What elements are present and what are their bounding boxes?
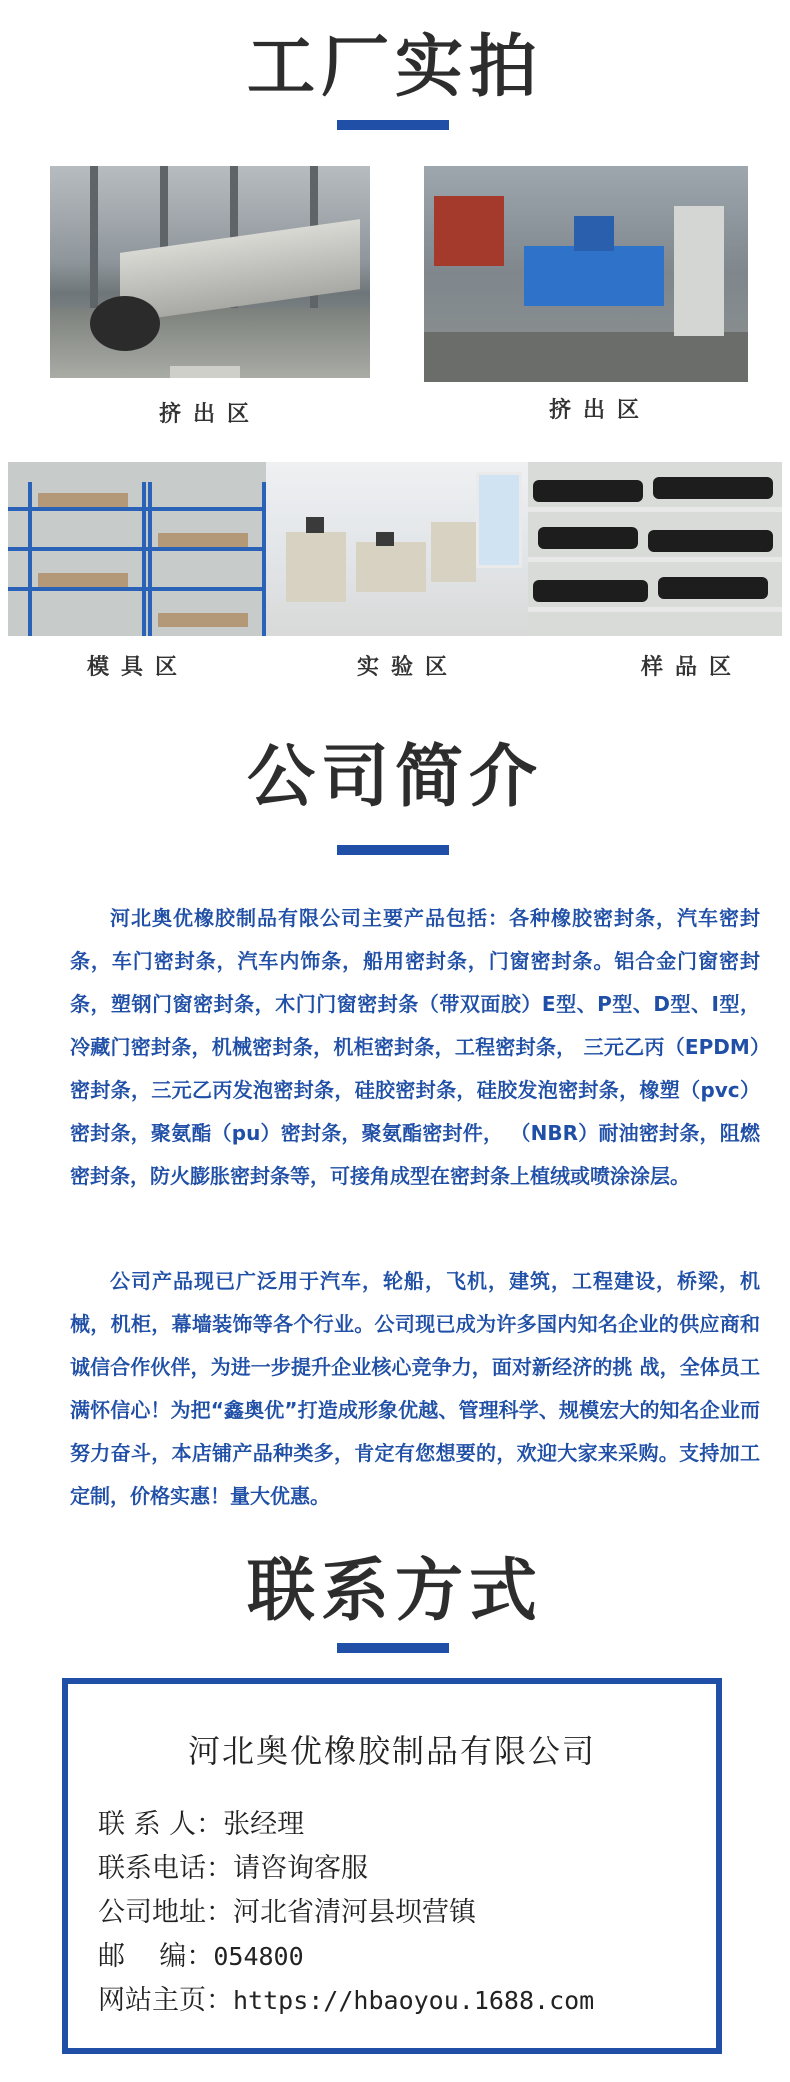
title-underline [337, 120, 449, 130]
sample-area-photo [528, 462, 782, 636]
sample-area-caption: 样品区 [640, 655, 743, 680]
contact-person-row [98, 1802, 304, 1841]
company-name: 河北奥优橡胶制品有限公司 [187, 1732, 596, 1770]
contact-address-label: 公司地址： [98, 1897, 233, 1928]
extrusion-area-photo-1 [50, 166, 370, 378]
contact-person-value: 张经理 [223, 1809, 305, 1840]
contact-address-row [98, 1890, 476, 1929]
intro-paragraph-1: 河北奥优橡胶制品有限公司主要产品包括：各种橡胶密封条，汽车密封条，车门密封条，汽车内饰条，船用密封条，门窗密封条。铝合金门窗密封条，塑钢门窗密封条，木门门窗密封条（带双面胶）E型、P型、D型、I型，冷藏门密封条，机械密封条，机柜密封条，工程密封条， 三元乙丙（EPDM）密封条，三元乙丙发泡密封条，硅胶密封条，硅胶发泡密封条，橡塑（pvc）密封条，聚氨酯（pu）密封条，聚氨酯密封件， （NBR）耐油密封条，阻燃密封条，防火膨胀密封条等，可接角成型在密封条上植绒或喷涂涂层。 [70, 906, 760, 1188]
factory-section-title: 工厂实拍 [246, 28, 543, 107]
contact-phone-label: 联系电话： [98, 1853, 233, 1884]
contact-website-link[interactable]: https://hbaoyou.1688.com [233, 1986, 595, 2015]
lab-area-photo [266, 462, 528, 636]
intro-section-title: 公司简介 [246, 738, 543, 817]
contact-postcode-value: 054800 [213, 1942, 304, 1971]
lab-area-caption: 实验区 [356, 655, 459, 680]
intro-paragraph-2: 公司产品现已广泛用于汽车，轮船，飞机，建筑，工程建设，桥梁，机械，机柜，幕墙装饰等各个行业。公司现已成为许多国内知名企业的供应商和诚信合作伙伴，为进一步提升企业核心竞争力，面对新经济的挑 战，全体员工满怀信心！为把“鑫奥优”打造成形象优越、管理科学、规模宏大的知名企业而努力奋斗，本店铺产品种类多，肯定有您想要的，欢迎大家来采购。支持加工定制，价格实惠！量大优惠。 [70, 1269, 760, 1508]
mold-area-photo [8, 462, 266, 636]
contact-website-label: 网站主页： [98, 1985, 233, 2016]
title-underline [337, 845, 449, 855]
contact-address-value: 河北省清河县坝营镇 [233, 1897, 476, 1928]
contact-card [62, 1678, 722, 2054]
extrusion-area-photo-2 [424, 166, 748, 382]
extrusion-area-caption-2: 挤出区 [548, 398, 651, 423]
contact-website-row [98, 1978, 594, 2017]
contact-phone-value: 请咨询客服 [233, 1853, 368, 1884]
mold-area-caption: 模具区 [86, 655, 189, 680]
contact-person-label: 联 系 人： [98, 1809, 224, 1840]
extrusion-area-caption-1: 挤出区 [158, 402, 261, 427]
contact-phone-row [98, 1846, 368, 1885]
contact-section-title: 联系方式 [246, 1552, 543, 1631]
title-underline [337, 1643, 449, 1653]
contact-postcode-label: 邮 编： [98, 1941, 214, 1972]
contact-postcode-row [98, 1934, 304, 1973]
